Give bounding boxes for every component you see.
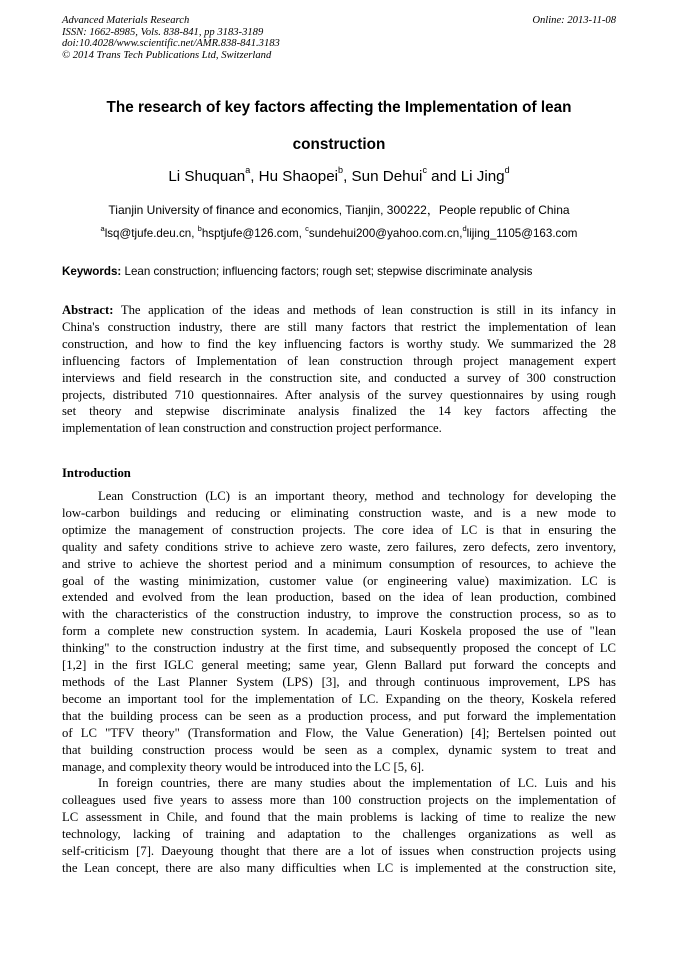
abstract-line <box>62 302 616 319</box>
keywords <box>62 264 616 280</box>
issn-line: ISSN: 1662-8985, Vols. 838-841, pp 3183-3189 <box>62 26 264 38</box>
intro-line: form a complete new construction system. In academia, Lauri Koskela proposed the use of "lean <box>62 624 616 639</box>
title-line-1: The research of key factors affecting the Implementation of lean <box>106 99 572 116</box>
author-2-mark: b <box>338 164 344 175</box>
author-3-mark: c <box>422 164 427 175</box>
abstract-line-text: The application of the ideas and methods of lean construction is still in its infancy in <box>113 303 616 317</box>
intro-line: low-carbon buildings and reducing or eliminating construction waste, and is a new mode to <box>62 505 616 520</box>
intro-line: become an important tool for the implementation of LC. Expanding on the theory, Koskela refered <box>62 691 616 706</box>
intro-line: of LC "TFV theory" (Transformation and Flow, the Value Generation) [4]; Bertelsen pointed out <box>62 725 616 740</box>
intro-line: LC assessment in Chile, and found that the main problems is lacking of time to realize the new <box>62 810 616 825</box>
intro-line: that building construction process would be seen as a complex, dynamic system to treat and <box>62 742 616 757</box>
author-4: and Li Jing <box>426 168 505 185</box>
abstract-label: Abstract: <box>62 303 114 317</box>
abstract <box>62 302 616 437</box>
intro-line: technology, lacking of training and adaptation to the challenges organizations as well as <box>62 827 616 842</box>
author-emails <box>62 226 616 242</box>
intro-line: that the building process can be seen as a production process, and put forward the implementation <box>62 708 616 723</box>
intro-line: Lean Construction (LC) is an important theory, method and technology for developing the <box>98 489 616 503</box>
doi-line: doi:10.4028/www.scientific.net/AMR.838-841.3183 <box>62 38 280 50</box>
introduction-heading: Introduction <box>62 466 131 480</box>
intro-line: the Lean concept, there are also many difficulties when LC is implemented at the construction site, <box>62 860 616 875</box>
email-d: lijing_1105@163.com <box>466 227 578 240</box>
intro-line: with the characteristics of the construction industry, to improve the construction process, so as to <box>62 607 616 622</box>
email-c: sundehui200@yahoo.com.cn, <box>308 227 463 240</box>
abstract-line: construction, and how to find the key influencing factors is worthy study. We summarized the 28 <box>62 336 616 351</box>
affiliation: Tianjin University of finance and economics, Tianjin, 300222，People republic of China <box>108 203 570 217</box>
paper-title <box>62 89 616 163</box>
abstract-line: projects, distributed 710 questionnaires. After analysis of the survey questionnaires by using rough <box>62 387 616 402</box>
email-d-mark: d <box>462 224 467 234</box>
email-b-mark: b <box>197 224 202 234</box>
author-3: , Sun Dehui <box>343 168 423 185</box>
title-line-2: construction <box>292 136 386 153</box>
intro-line: manage, and complexity theory would be introduced into the LC [5, 6]. <box>62 759 425 774</box>
abstract-line: implementation of lean construction and construction project performance. <box>62 421 442 436</box>
email-a: lsq@tjufe.deu.cn, <box>104 227 198 240</box>
intro-line: [1,2] in the first IGLC general meeting; same year, Glenn Ballard put forward the concepts and <box>62 658 616 673</box>
email-a-mark: a <box>100 224 105 234</box>
intro-line: self-criticism [7]. Daeyoung thought that there are a lot of issues when construction projects using <box>62 844 616 859</box>
intro-line: In foreign countries, there are many studies about the implementation of LC. Luis and his <box>98 776 616 791</box>
keywords-text: Lean construction; influencing factors; rough set; stepwise discriminate analysis <box>121 265 533 278</box>
author-2: , Hu Shaopei <box>250 168 339 185</box>
intro-line: methods of the Last Planner System (LPS) [3], and through continuous improvement, LPS has <box>62 674 616 689</box>
intro-line: goal of the wasting minimization, customer value (or engineering value) maximization. LC is <box>62 573 616 588</box>
journal-header <box>62 15 616 61</box>
author-4-mark: d <box>504 164 510 175</box>
intro-line: colleagues used five years to assess more than 100 construction projects on the implementation of <box>62 793 616 808</box>
email-b: hsptjufe@126.com, <box>201 227 306 240</box>
abstract-line: set theory and stepwise discriminate analysis finalized the 14 key factors affecting the <box>62 404 616 419</box>
author-1: Li Shuquan <box>168 168 246 185</box>
author-list <box>62 164 616 187</box>
introduction-body <box>62 488 616 877</box>
abstract-line: interviews and field research in the construction site, and conducted a survey of 300 construction <box>62 370 616 385</box>
intro-line: optimize the management of construction projects. The core idea of LC is that in ensuring the <box>62 522 616 537</box>
online-date: Online: 2013-11-08 <box>532 15 616 26</box>
intro-line: quality and safety conditions strive to achieve zero waste, zero failures, zero defects, zero inventory, <box>62 539 616 554</box>
author-1-mark: a <box>245 164 251 175</box>
abstract-line: China's construction industry, there are still many factors that restrict the implementation of lean <box>62 319 616 334</box>
intro-line: extended and evolved from the lean production, based on the idea of lean production, combined <box>62 590 616 605</box>
intro-line: and strive to achieve the shortest period and a minimum consumption of resources, to achieve the <box>62 556 616 571</box>
journal-name: Advanced Materials Research <box>62 15 190 26</box>
copyright-line: © 2014 Trans Tech Publications Ltd, Switzerland <box>62 49 272 61</box>
abstract-line: influencing factors of Implementation of lean construction through project management expert <box>62 353 616 368</box>
email-c-mark: c <box>305 224 309 234</box>
keywords-label: Keywords: <box>62 265 122 278</box>
intro-line: thinking" to the construction industry at the first time, and subsequently proposed the concept of LC <box>62 641 616 656</box>
